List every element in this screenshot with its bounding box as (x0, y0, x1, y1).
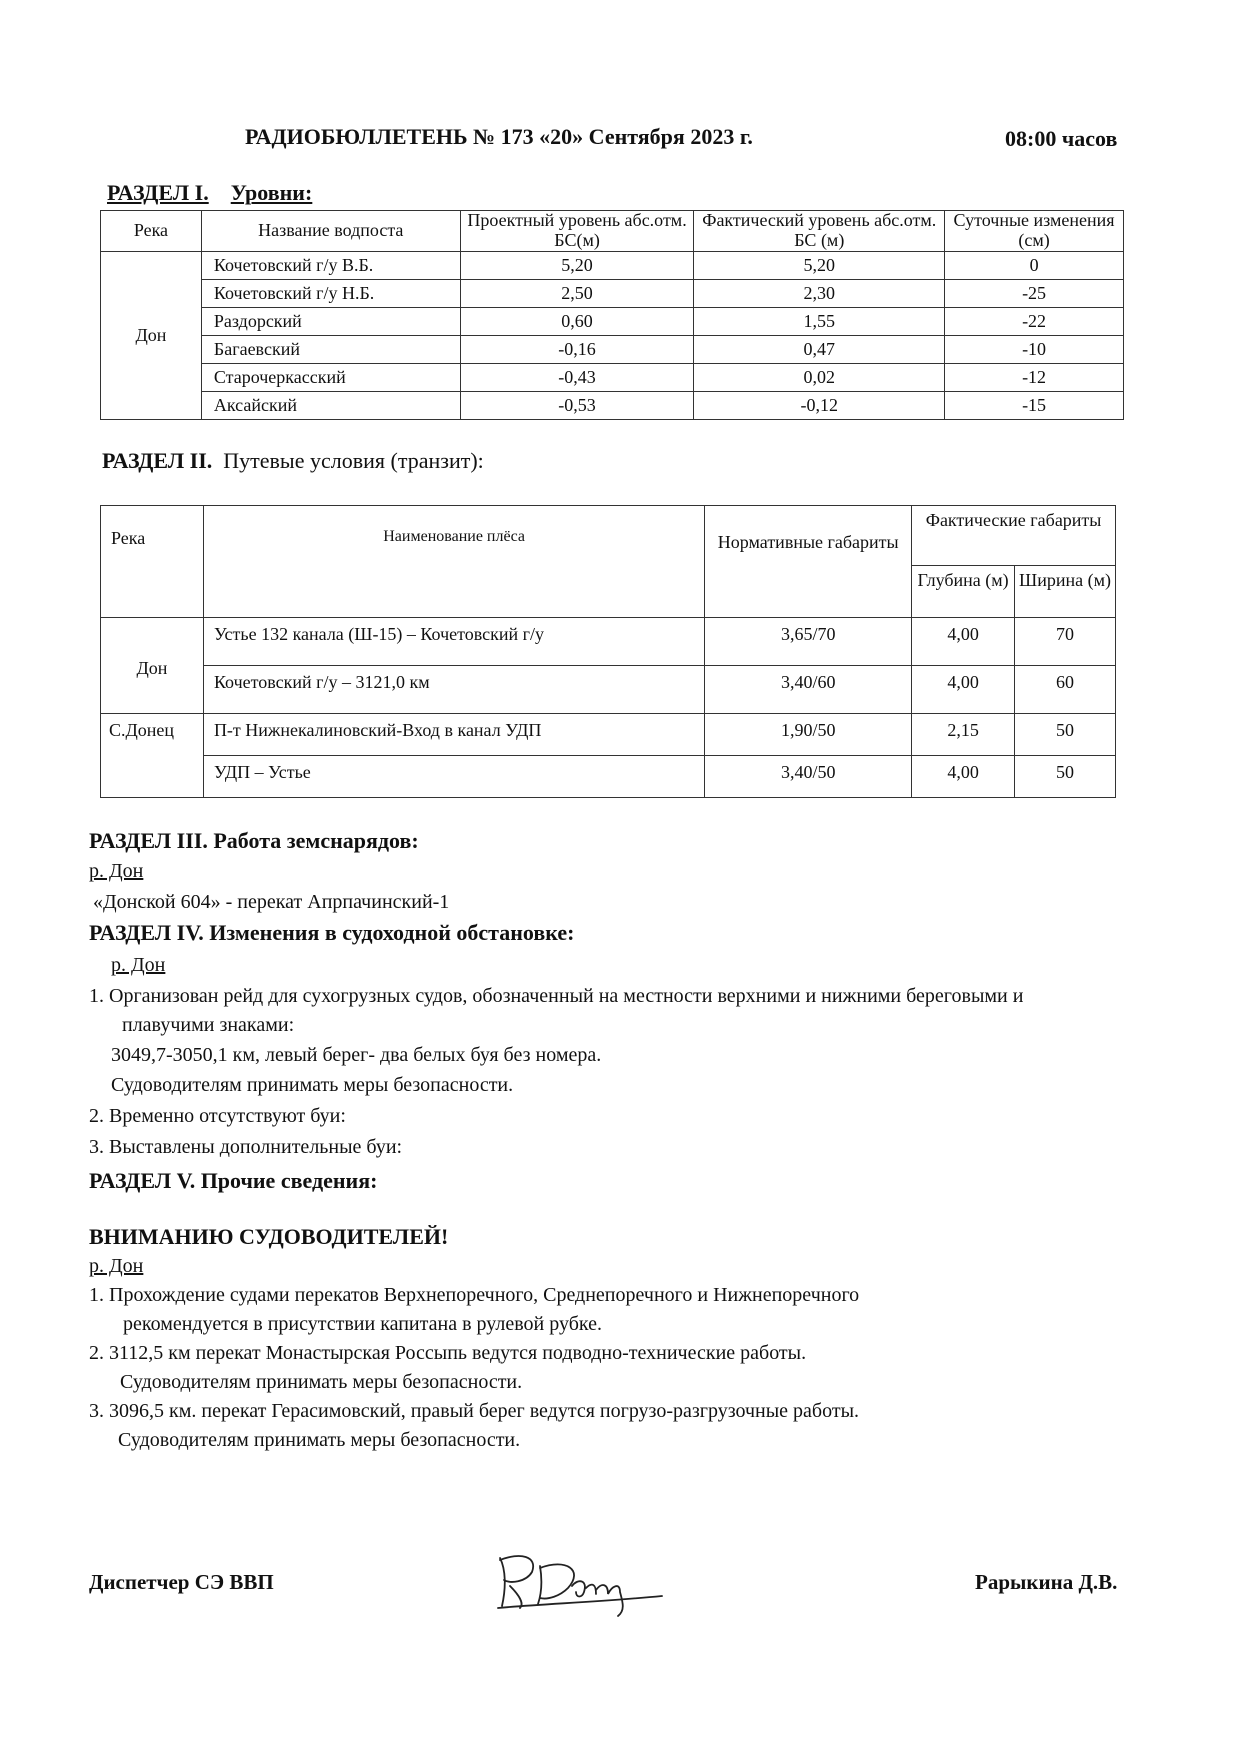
actual-level: 0,47 (694, 336, 945, 364)
post-name: Кочетовский г/у Н.Б. (201, 280, 460, 308)
section4-item3: 3. Выставлены дополнительные буи: (89, 1136, 403, 1158)
levels-col-actual: Фактический уровень абс.отм. БС (м) (694, 211, 945, 252)
design-level: 5,20 (460, 252, 694, 280)
dispatcher-label: Диспетчер СЭ ВВП (89, 1570, 274, 1594)
table-row (101, 714, 1116, 756)
levels-col-design: Проектный уровень абс.отм. БС(м) (460, 211, 694, 252)
signature-image (480, 1548, 670, 1618)
daily-change: -22 (945, 308, 1124, 336)
table-row (101, 252, 1124, 280)
design-level: -0,53 (460, 392, 694, 420)
daily-change: -10 (945, 336, 1124, 364)
actual-level: 5,20 (694, 252, 945, 280)
norm-dimensions: 3,65/70 (705, 618, 912, 666)
route-river-cell: С.Донец (101, 714, 204, 798)
section4-item1-line2: плавучими знаками: (122, 1014, 295, 1036)
levels-col-post: Название водпоста (201, 211, 460, 252)
section1-heading (107, 180, 312, 206)
section4-item1-line1: 1. Организован рейд для сухогрузных судов, обозначенный на местности верхними и нижними береговыми и (89, 985, 1024, 1007)
section4-river: р. Дон (111, 954, 166, 976)
attention-item2-line1: 2. 3112,5 км перекат Монастырская Россыпь ведутся подводно-технические работы. (89, 1342, 807, 1364)
section4-item1-line4: Судоводителям принимать меры безопасности. (111, 1074, 514, 1096)
design-level: 0,60 (460, 308, 694, 336)
actual-width: 70 (1015, 618, 1116, 666)
reach-name: П-т Нижнекалиновский-Вход в канал УДП (203, 714, 704, 756)
reach-name: УДП – Устье (203, 756, 704, 798)
actual-level: 1,55 (694, 308, 945, 336)
actual-level: 2,30 (694, 280, 945, 308)
actual-level: -0,12 (694, 392, 945, 420)
section2-heading (102, 448, 484, 474)
dispatcher-name: Рарыкина Д.В. (975, 1570, 1118, 1594)
reach-name: Кочетовский г/у – 3121,0 км (203, 666, 704, 714)
attention-item1-line1: 1. Прохождение судами перекатов Верхнепоречного, Среднепоречного и Нижнепоречного (89, 1284, 860, 1306)
daily-change: -12 (945, 364, 1124, 392)
route-col-width: Ширина (м) (1015, 566, 1116, 618)
table-row (101, 280, 1124, 308)
levels-table (100, 210, 1124, 420)
route-col-river: Река (101, 506, 204, 618)
bulletin-time: 08:00 часов (1005, 126, 1118, 151)
section4-heading: РАЗДЕЛ IV. Изменения в судоходной обстановке: (89, 920, 575, 945)
table-row (101, 618, 1116, 666)
design-level: -0,16 (460, 336, 694, 364)
section4-item1-line3: 3049,7-3050,1 км, левый берег- два белых буя без номера. (111, 1044, 602, 1066)
levels-river-cell: Дон (101, 252, 202, 420)
actual-depth: 2,15 (912, 714, 1015, 756)
table-row (101, 392, 1124, 420)
table-row (101, 308, 1124, 336)
attention-item1-line2: рекомендуется в присутствии капитана в рулевой рубке. (123, 1313, 602, 1335)
actual-width: 50 (1015, 756, 1116, 798)
post-name: Багаевский (201, 336, 460, 364)
table-row (101, 666, 1116, 714)
actual-width: 60 (1015, 666, 1116, 714)
norm-dimensions: 3,40/50 (705, 756, 912, 798)
route-col-norm: Нормативные габариты (705, 506, 912, 618)
section3-river: р. Дон (89, 860, 144, 882)
post-name: Старочеркасский (201, 364, 460, 392)
levels-header-row (101, 211, 1124, 252)
route-header-row (101, 506, 1116, 566)
levels-col-change: Суточные изменения (см) (945, 211, 1124, 252)
post-name: Аксайский (201, 392, 460, 420)
attention-item3-line2: Судоводителям принимать меры безопасности. (118, 1429, 521, 1451)
actual-depth: 4,00 (912, 618, 1015, 666)
attention-item2-line2: Судоводителям принимать меры безопасности. (120, 1371, 523, 1393)
post-name: Раздорский (201, 308, 460, 336)
daily-change: -15 (945, 392, 1124, 420)
attention-item3-line1: 3. 3096,5 км. перекат Герасимовский, правый берег ведутся погрузо-разгрузочные работы. (89, 1400, 860, 1422)
daily-change: 0 (945, 252, 1124, 280)
section2-heading-text: Путевые условия (транзит): (223, 448, 484, 473)
actual-level: 0,02 (694, 364, 945, 392)
route-col-depth: Глубина (м) (912, 566, 1015, 618)
bulletin-title: РАДИОБЮЛЛЕТЕНЬ № 173 «20» Сентября 2023 г. (245, 124, 753, 149)
reach-name: Устье 132 канала (Ш-15) – Кочетовский г/у (203, 618, 704, 666)
design-level: 2,50 (460, 280, 694, 308)
route-col-actual: Фактические габариты (912, 506, 1116, 566)
design-level: -0,43 (460, 364, 694, 392)
daily-change: -25 (945, 280, 1124, 308)
table-row (101, 364, 1124, 392)
actual-depth: 4,00 (912, 756, 1015, 798)
table-row (101, 336, 1124, 364)
norm-dimensions: 3,40/60 (705, 666, 912, 714)
post-name: Кочетовский г/у В.Б. (201, 252, 460, 280)
section5-heading: РАЗДЕЛ V. Прочие сведения: (89, 1168, 378, 1193)
route-col-name: Наименование плёса (203, 506, 704, 618)
section4-item2: 2. Временно отсутствуют буи: (89, 1105, 346, 1127)
levels-col-river: Река (101, 211, 202, 252)
actual-depth: 4,00 (912, 666, 1015, 714)
norm-dimensions: 1,90/50 (705, 714, 912, 756)
section2-heading-num: РАЗДЕЛ II. (102, 448, 213, 473)
section3-dredger-line: «Донской 604» - перекат Апрпачинский-1 (93, 891, 450, 913)
section1-heading-num: РАЗДЕЛ I. (107, 180, 209, 205)
route-river-cell: Дон (101, 618, 204, 714)
attention-heading: ВНИМАНИЮ СУДОВОДИТЕЛЕЙ! (89, 1224, 449, 1249)
section3-heading: РАЗДЕЛ III. Работа земснарядов: (89, 828, 419, 853)
attention-river: р. Дон (89, 1255, 144, 1277)
table-row (101, 756, 1116, 798)
section1-heading-text: Уровни: (230, 180, 313, 205)
actual-width: 50 (1015, 714, 1116, 756)
route-conditions-table (100, 505, 1116, 798)
